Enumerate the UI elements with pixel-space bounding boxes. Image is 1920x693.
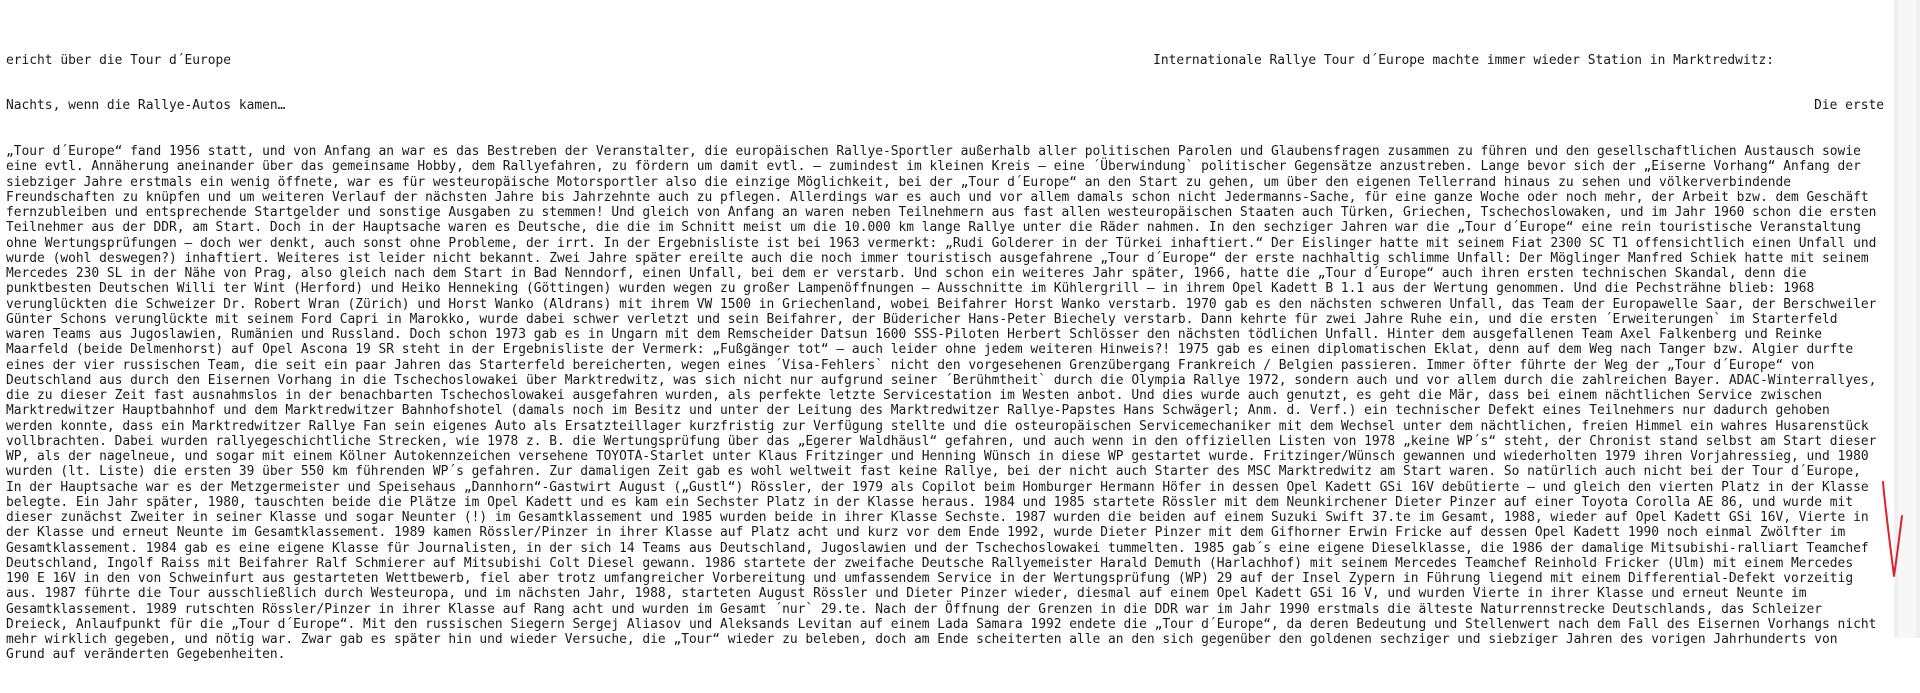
article-body: „Tour d´Europe“ fand 1956 statt, und von Anfang an war es das Bestreben der Veranstalter, die europäischen Rallye-Sportler außerhalb aller politischen Parolen und Glaubensfragen zusammen zu führen und den gesellschaftlichen Austausch sowie eine evtl. Annäherung aneinander über das gemeinsame Hobby, dem Rallyefahren, zu fördern um damit evtl. – zumindest im kleinen Kreis – eine ´Überwindung` politischer Gegensätze anzustreben. Lange bevor sich der „Eiserne Vorhang“ Anfang der siebziger Jahre erstmals ein wenig öffnete, war es für westeuropäische Motorsportler also die einzige Möglichkeit, bei der „Tour d´Europe“ an den Start zu gehen, um über den eigenen Tellerrand hinaus zu sehen und völkerverbindende Freundschaften zu knüpfen und um weiteren Verlauf der nächsten Jahre bis Jahrzehnte auch zu pflegen. Allerdings war es auch und vor allem damals schon nicht Jedermanns-Sache, für eine ganze Woche oder noch mehr, der Arbeit bzw. dem Geschäft fernzubleiben und entsprechende Startgelder und sonstige Ausgaben zu stemmen! Und gleich von Anfang an waren neben Teilnehmern aus fast allen westeuropäischen Staaten auch Türken, Griechen, Tschechoslowaken, und im Jahr 1960 schon die ersten Teilnehmer aus der DDR, am Start. Doch in der Hauptsache waren es Deutsche, die die im Schnitt meist um die 10.000 km lange Rallye unter die Räder nahmen. In den sechziger Jahren war die „Tour d´Europe“ eine rein touristische Veranstaltung ohne Wertungsprüfungen – doch wer denkt, auch sonst ohne Probleme, der irrt. In der Ergebnisliste ist bei 1963 vermerkt: „Rudi Golderer in der Türkei inhaftiert.“ Der Eislinger hatte mit seinem Fiat 2300 SC T1 offensichtlich einen Unfall und wurde (wohl deswegen?) inhaftiert. Weiteres ist leider nicht bekannt. Zwei Jahre später ereilte auch die noch immer touristisch ausgefahrene „Tour d´Europe“ der erste nachhaltig schlimme Unfall: Der Möglinger Manfred Schiek hatte mit seinem Mercedes 230 SL in der Nähe von Prag, also gleich nach dem Start in Bad Nenndorf, einen Unfall, bei dem er verstarb. Und schon ein weiteres Jahr später, 1966, hatte die „Tour d´Europe“ auch ihren ersten technischen Skandal, denn die punktbesten Deutschen Willi ter Wint (Herford) und Heiko Henneking (Göttingen) wurden wegen zu großer Lampenöffnungen – Ausschnitte im Kühlergrill – in ihrem Opel Kadett B 1.1 aus der Wertung genommen. Und die Pechsträhne blieb: 1968 verunglückten die Schweizer Dr. Robert Wran (Zürich) und Horst Wanko (Aldrans) mit ihrem VW 1500 in Griechenland, wobei Beifahrer Horst Wanko verstarb. 1970 gab es den nächsten schweren Unfall, das Team der Europawelle Saar, der Berschweiler Günter Schons verunglückte mit seinem Ford Capri in Marokko, wurde dabei schwer verletzt und sein Beifahrer, der Büdericher Hans-Peter Biechely verstarb. Dann kehrte für zwei Jahre Ruhe ein, und die ersten ´Erweiterungen` im Starterfeld waren Teams aus Jugoslawien, Rumänien und Russland. Doch schon 1973 gab es in Ungarn mit dem Remscheider Datsun 1600 SSS-Piloten Herbert Schlösser den nächsten tödlichen Unfall. Hinter dem ausgefallenen Team Axel Falkenberg und Reinke Maarfeld (beide Delmenhorst) auf Opel Ascona 19 SR steht in der Ergebnisliste der Vermerk: „Fußgänger tot“ – auch leider ohne jedem weiteren Hinweis?! 1975 gab es einen diplomatischen Eklat, denn auf dem Weg nach Tanger bzw. Algier durfte eines der vier russischen Team, die seit ein paar Jahren das Starterfeld bereicherten, wegen eines ´Visa-Fehlers` nicht den vorgesehenen Grenzübergang Frankreich / Belgien passieren. Immer öfter führte der Weg der „Tour d´Europe“ von Deutschland aus durch den Eisernen Vorhang in die Tschechoslowakei über Marktredwitz, was sich nicht nur aufgrund seiner ´Berühmtheit` durch die Olympia Rallye 1972, sondern auch und vor allem durch die zahlreichen Bayer. ADAC-Winterrallyes, die zu dieser Zeit fast ausnahmslos in der benachbarten Tschechoslowakei ausgefahren wurden, als perfekte letzte Servicestation im Westen anbot. Und dies wurde auch genutzt, es geht die Mär, dass bei einem nächtlichen Service zwischen Marktredwitzer Hauptbahnhof und dem Marktredwitzer Bahnhofshotel (damals noch im Besitz und unter der Leitung des Marktredwitzer Rallye-Papstes Hans Schwägerl; Anm. d. Verf.) ein technischer Defekt eines Teilnehmers nur dadurch gehoben werden konnte, dass ein Marktredwitzer Rallye Fan sein eigenes Auto als Ersatzteillager kurzfristig zur Verfügung stellte und die osteuropäischen Servicemechaniker mit dem Wechsel unter dem nächtlichen, freien Himmel ein wahres Husarenstück vollbrachten. Dabei wurden rallyegeschichtliche Strecken, wie 1978 z. B. die Wertungsprüfung über das „Egerer Waldhäusl“ gefahren, und auch wenn in den offiziellen Listen von 1978 „keine WP´s“ steht, der Chronist stand selbst am Start dieser WP, als der nagelneue, und sogar mit einem Kölner Autokennzeichen versehene TOYOTA-Starlet unter Klaus Fritzinger und Henning Wünsch in diese WP gestartet wurde. Fritzinger/Wünsch gewannen und wiederholten 1979 ihren Vorjahressieg, und 1980 wurden (lt. Liste) die ersten 39 über 550 km führenden WP´s gefahren. Zur damaligen Zeit gab es wohl weltweit fast keine Rallye, bei der nicht auch Starter des MSC Marktredwitz am Start waren. So natürlich auch nicht bei der Tour d´Europe, In der Hauptsache war es der Metzgermeister und Speisehaus „Dannhorn“-Gastwirt August („Gustl“) Rössler, der 1979 als Copilot beim Homburger Hermann Höfer in dessen Opel Kadett GSi 16V debütierte – und gleich den vierten Platz in der Klasse belegte. Ein Jahr später, 1980, tauschten beide die Plätze im Opel Kadett und es kam ein Sechster Platz in der Klasse heraus. 1984 und 1985 startete Rössler mit dem Neunkirchener Dieter Pinzer auf einer Toyota Corolla AE 86, und wurde mit dieser zunächst Zweiter in seiner Klasse und sogar Neunter (!) im Gesamtklassement und 1985 wurden beide in ihrer Klasse Sechste. 1987 wurden die beiden auf einem Suzuki Swift 37.te im Gesamt, 1988, wieder auf Opel Kadett GSi 16V, Vierte in der Klasse und erneut Neunte im Gesamtklassement. 1989 kamen Rössler/Pinzer in ihrer Klasse auf Platz acht und kurz vor dem Ende 1992, wurde Dieter Pinzer mit dem Gifhorner Erwin Fricke auf dessen Opel Kadett 1990 noch einmal Zwölfter im Gesamtklassement. 1984 gab es eine eigene Klasse für Journalisten, in der sich 14 Teams aus Deutschland, Jugoslawien und der Tschechoslowakei tummelten. 1985 gab´s eine eigene Dieselklasse, die 1986 der damalige Mitsubishi-ralliart Teamchef Deutschland, Ingolf Raiss mit Beifahrer Ralf Schmierer auf Mitsubishi Colt Diesel gewann. 1986 startete der zweifache Deutsche Rallyemeister Harald Demuth (Harlachhof) mit seinem Mercedes Teamchef Reinhold Fricker (Ulm) mit einem Mercedes 190 E 16V in den von Schweinfurt aus gestarteten Wettbewerb, fiel aber trotz umfangreicher Vorbereitung und umfassendem Service in der Wertungsprüfung (WP) 29 auf der Insel Zypern in Führung liegend mit einem Differential-Defekt vorzeitig aus. 1987 führte die Tour ausschließlich durch Westeuropa, und im nächsten Jahr, 1988, starteten August Rössler und Dieter Pinzer wieder, diesmal auf einem Opel Kadett GSi 16 V, und wurden Vierte in ihrer Klasse und erneut Neunte im Gesamtklassement. 1989 rutschten Rössler/Pinzer in ihrer Klasse auf Rang acht und wurden im Gesamt ´nur` 29.te. Nach der Öffnung der Grenzen in die DDR war im Jahr 1990 erstmals die älteste Naturrennstrecke Deutschlands, das Schleizer Dreieck, Anlaufpunkt für die „Tour d´Europe“. Mit den russischen Siegern Sergej Aliasov und Aleksands Levitan auf einem Lada Samara 1992 endete die „Tour d´Europe“, da deren Bedeutung und Stellenwert nach dem Fall des Eisernen Vorhangs nicht mehr wirklich gegeben, und nötig war. Zwar gab es später hin und wieder Versuche, die „Tour“ wieder zu beleben, doch am Ende scheiterten alle an den sich gegenüber den goldenen sechziger und siebziger Jahren des vorigen Jahrhunderts von Grund auf veränderten Gegebenheiten. [6, 144, 1885, 663]
red-pen-annotation-icon [1880, 476, 1906, 586]
subheader-row [6, 98, 1884, 113]
document-text [6, 22, 1884, 693]
article-subtitle: Nachts, wenn die Rallye-Autos kamen… [6, 98, 286, 114]
article-headline: Internationale Rallye Tour d´Europe machte immer wieder Station in Marktredwitz: [1153, 52, 1774, 68]
paragraph-start: Die erste [1814, 98, 1884, 114]
header-row [6, 53, 1884, 68]
document-title: ericht über die Tour d´Europe [6, 52, 232, 68]
